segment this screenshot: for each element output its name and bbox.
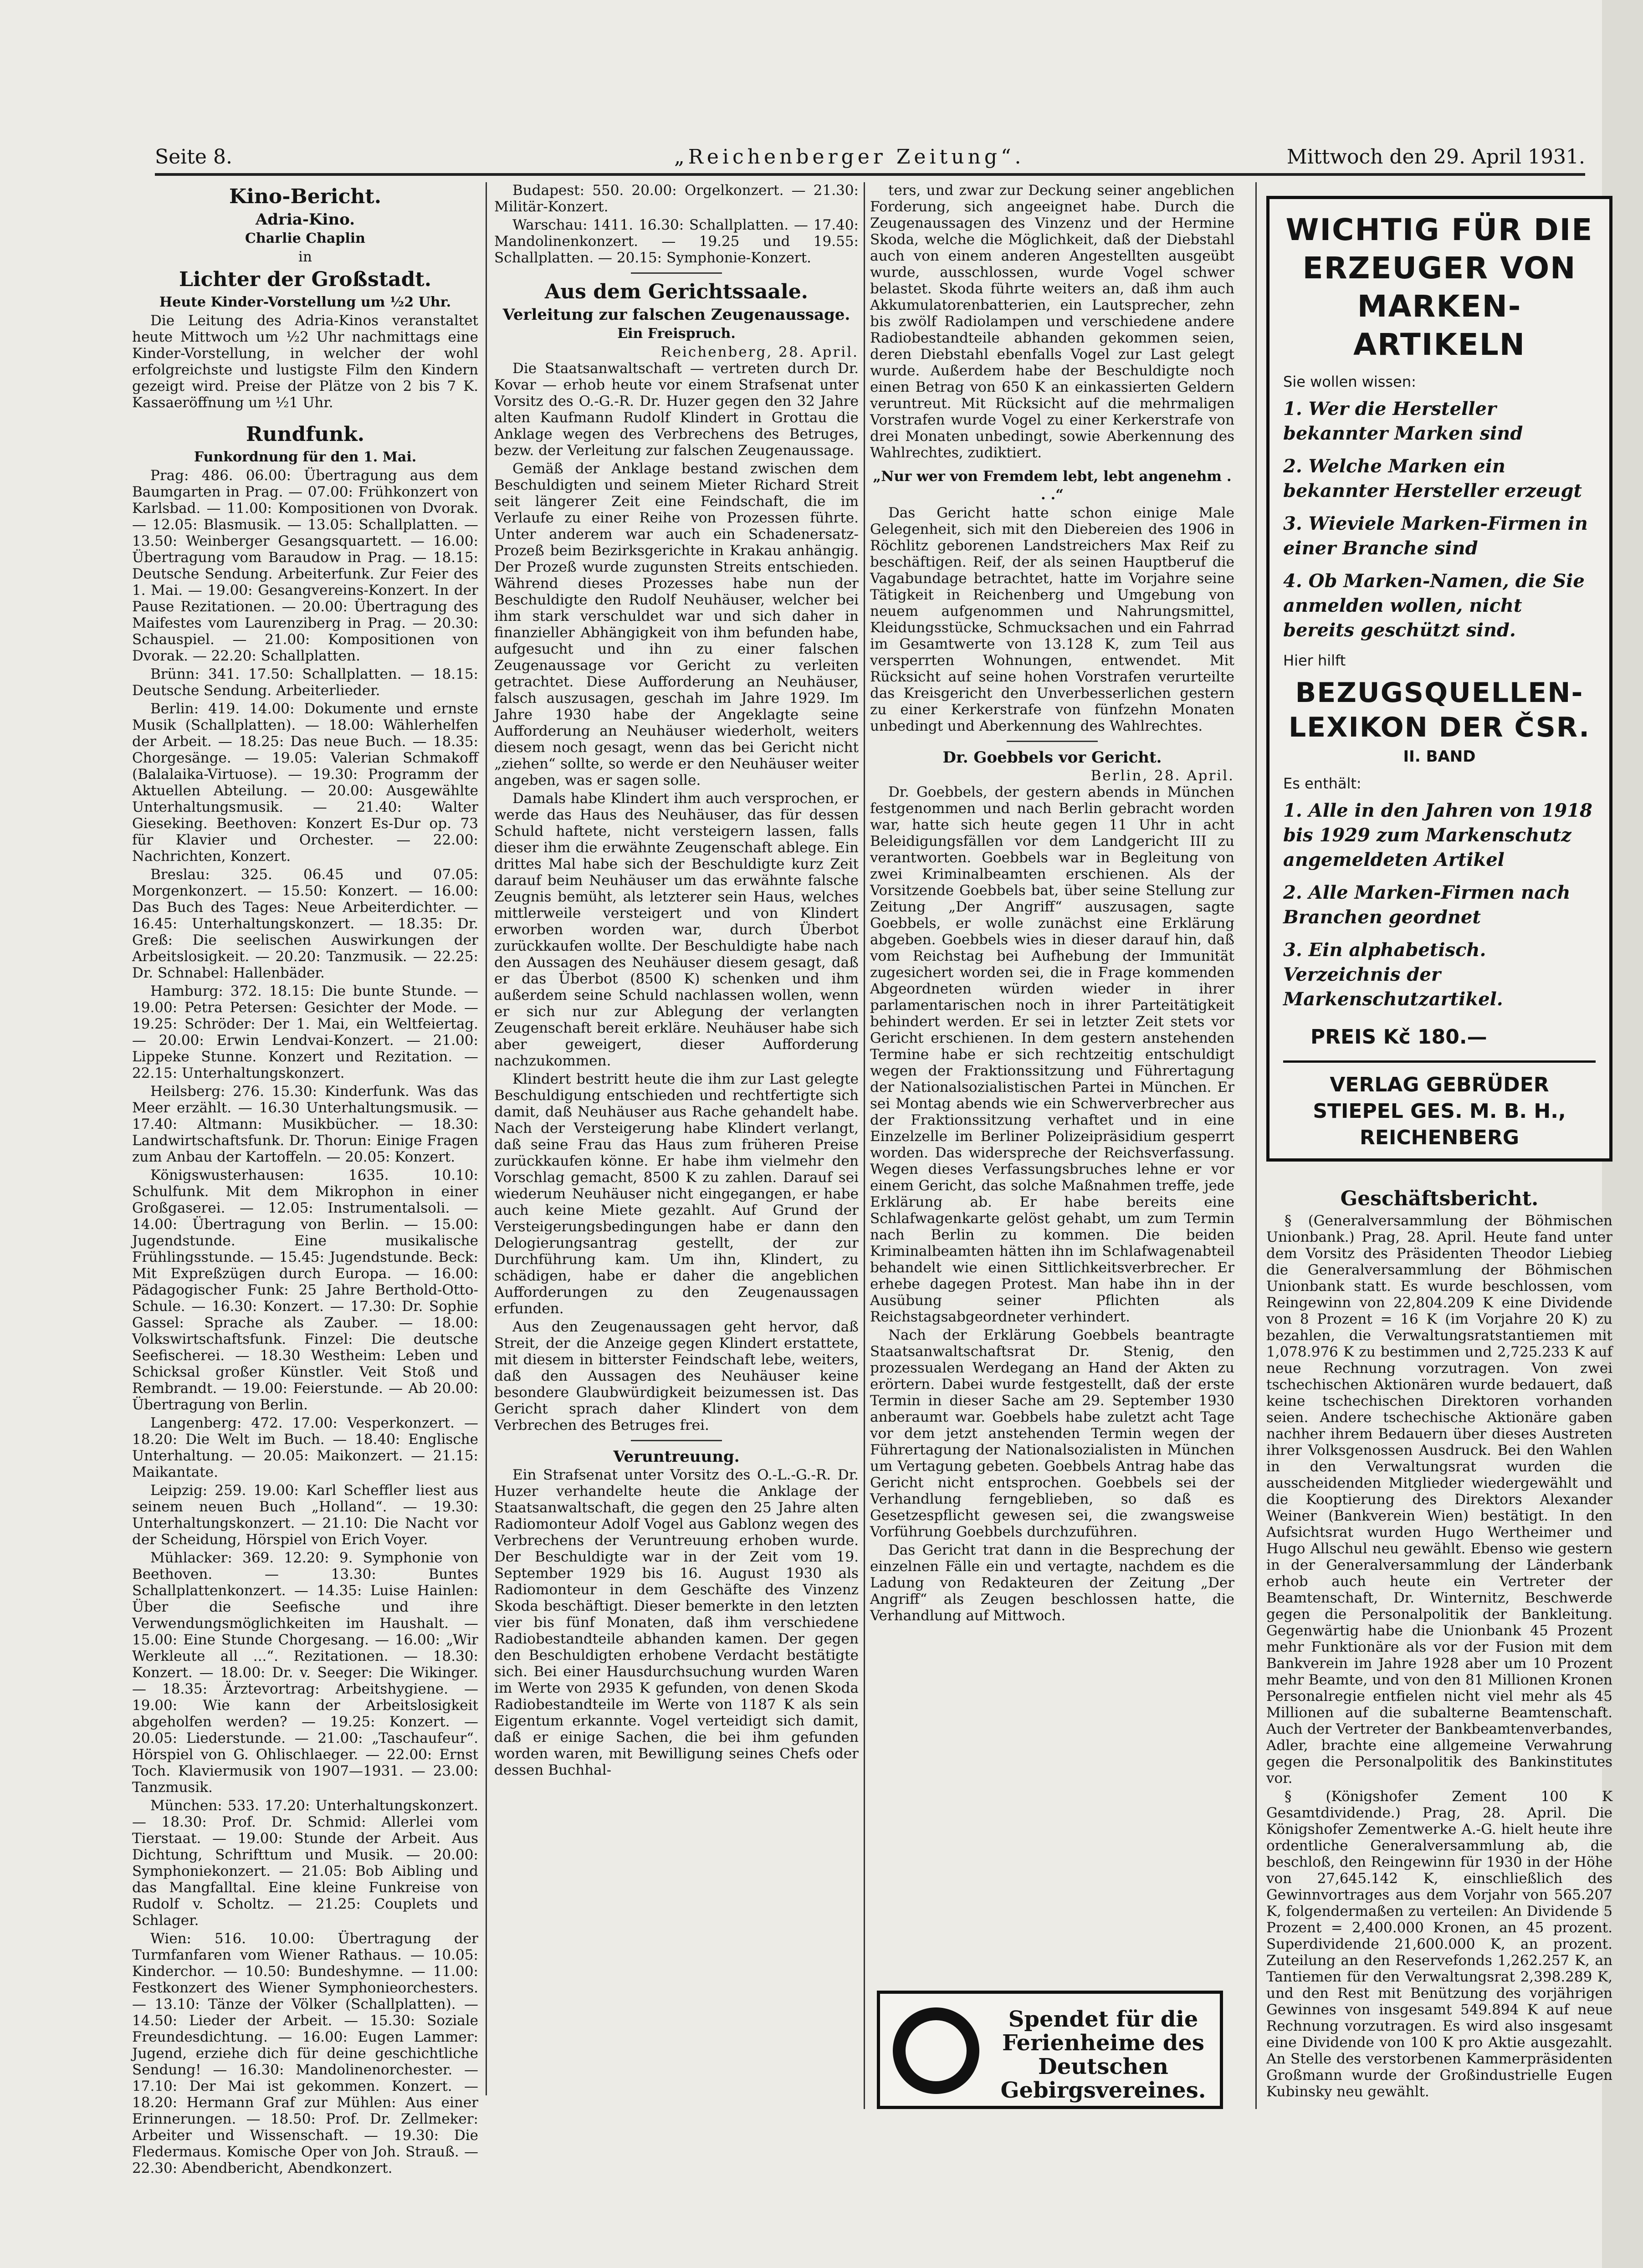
funk-breslau: Breslau: 325. 06.45 und 07.05: Morgenkonzert. — 15.50: Konzert. — 16.00: Das Buch des Tages: Neue Arbeiterdichter. — 16.45: Unterhaltungskonzert. — 18.35: Dr. Greß: Die seelischen Auswirkungen der Arbeitslosigkeit. — 20.20: Tanzmusik. — 22.25: Dr. Schnabel: Hallenbäder. <box>132 866 478 981</box>
court-subtitle-2: Ein Freispruch. <box>617 326 736 342</box>
ad-question: 4. Ob Marken-Namen, die Sie anmelden wollen, nicht bereits geschützt sind. <box>1283 570 1585 641</box>
court-paragraph: Damals habe Klindert ihm auch versprochen, er werde das Haus des Neuhäuser, das für dessen Schuld haftete, nicht versteigern lassen, falls dieser ihm die erwähnte Zeugenschaft ablege. Ein drittes Mal habe sich der Beschuldigte kurz Zeit darauf beim Neuhäuser um das erwähnte falsche Zeugnis bemüht, als letzterer sein Haus, welches mittlerweile versteigert und von Klindert erworben worden war, durch Überbot zurückkaufen wollte. Der Beschuldigte habe nach den Aussagen des Neuhäuser diesem gesagt, daß er das Überbot (8500 K) schenken und ihm außerdem seine Schuld nachlassen wollen, wenn er sich nur zur Ablegung der verlangten Zeugenschaft bereit erkläre. Neuhäuser habe sich aber geweigert, dieser Aufforderung nachzukommen. <box>494 790 859 1069</box>
funk-langenberg: Langenberg: 472. 17.00: Vesperkonzert. — 18.20: Die Welt im Buch. — 18.40: Englische Unterhaltung. — 20.05: Maikonzert. — 21.15: Maikantate. <box>132 1415 478 1480</box>
kino-in: in <box>298 249 312 265</box>
funk-prag: Prag: 486. 06.00: Übertragung aus dem Baumgarten in Prag. — 07.00: Frühkonzert von Karlsbad. — 11.00: Kompositionen von Dvorak. — 12.05: Blasmusik. — 13.05: Schallplatten. — 13.50: Weinberger Gesangsquartett. — 16.00: Übertragung vom Baraudow in Prag. — 18.15: Deutsche Sendung. Arbeiterfunk. Zur Feier des 1. Mai. — 19.00: Gesangvereins-Konzert. In der Pause Rezitationen. — 20.00: Übertragung des Maifestes vom Laurenziberg in Prag. — 20.30: Schauspiel. — 21.00: Kompositionen von Dvorak. — 22.20: Schallplatten. <box>132 467 478 664</box>
funk-muehlacker: Mühlacker: 369. 12.20: 9. Symphonie von Beethoven. — 13.30: Buntes Schallplattenkonzert. — 14.35: Luise Hainlen: Über die Seefische und ihre Verwendungsmöglichkeiten im Haushalt. — 15.00: Eine Stunde Chorgesang. — 16.00: „Wir Werkleute all ...“. Rezitationen. — 18.30: Konzert. — 18.00: Dr. v. Seeger: Die Wikinger. — 18.35: Ärztevortrag: Arbeitshygiene. — 19.00: Wie kann der Arbeitslosigkeit abgeholfen werden? — 19.25: Konzert. — 20.05: Liederstunde. — 21.00: „Taschaufeur“. Hörspiel von G. Ohlischlaeger. — 22.00: Ernst Toch. Klaviermusik von 1907—1931. — 23.00: Tanzmusik. <box>132 1550 478 1796</box>
column-1 <box>132 182 478 2176</box>
reif-paragraph: Das Gericht hatte schon einige Male Gelegenheit, sich mit den Diebereien des 1906 in Röchlitz geborenen Landstreichers Max Reif zu beschäftigen. Reif, der als seinen Hauptberuf die Vagabundage betrachtet, hatte im Vorjahre seine Tätigkeit in Reichenberg und Umgebung von neuem aufgenommen und Nahrungsmittel, Kleidungsstücke, Schmucksachen und ein Fahrrad im Gesamtwerte von 13.128 K, zum Teil aus versperrten Wohnungen, entwendet. Mit Rücksicht auf seine hohen Vorstrafen verurteilte das Kreisgericht den Unverbesserlichen gestern zu einer Kerkerstrafe von fünfzehn Monaten unbedingt und Aberkennung des Wahlrechtes. <box>870 505 1234 734</box>
ad-content-item: 2. Alle Marken-Firmen nach Branchen geordnet <box>1283 882 1571 928</box>
kino-film-title: Lichter der Großstadt. <box>179 268 432 291</box>
funk-bruenn: Brünn: 341. 17.50: Schallplatten. — 18.15: Deutsche Sendung. Arbeiterlieder. <box>132 666 478 699</box>
ad-wissen-label: Sie wollen wissen: <box>1283 373 1416 390</box>
page-number: Seite 8. <box>155 145 232 169</box>
business-title: Geschäftsbericht. <box>1340 1187 1539 1210</box>
ad-headline: WICHTIG FÜR DIE ERZEUGER VON MARKEN-ARTIKELN <box>1285 212 1593 362</box>
funk-muenchen: München: 533. 17.20: Unterhaltungskonzert. — 18.30: Prof. Dr. Schmid: Allerlei vom Tierstaat. — 19.00: Stunde der Arbeit. Aus Dichtung, Schrifttum und Musik. — 20.00: Symphoniekonzert. — 21.05: Bob Aibling und das Mangfalltal. Eine kleine Funkreise von Rudolf v. Scholtz. — 21.25: Couplets und Schlager. <box>132 1797 478 1929</box>
kino-subhead: Heute Kinder-Vorstellung um ½2 Uhr. <box>159 294 451 310</box>
funk-heilsberg: Heilsberg: 276. 15.30: Kinderfunk. Was das Meer erzählt. — 16.30 Unterhaltungsmusik. — 17.40: Altmann: Musikbücher. — 18.30: Landwirtschaftsfunk. Dr. Thorun: Einige Fragen zum Anbau der Kartoffeln. — 20.05: Konzert. <box>132 1083 478 1165</box>
court-paragraph: Gemäß der Anklage bestand zwischen dem Beschuldigten und seinem Mieter Richard Streit seit längerer Zeit eine Feindschaft, die im Verlaufe zu einer Reihe von Prozessen führte. Unter anderem war auch ein Schadenersatz-Prozeß beim Bezirksgerichte in Krakau anhängig. Der Prozeß wurde zugunsten Streits entschieden. Während dieses Prozesses habe nun der Beschuldigte den Rudolf Neuhäuser, welcher bei ihm stark verschuldet war und sich daher in finanzieller Abhängigkeit von ihm befunden habe, aufgesucht und ihn zu einer falschen Zeugenaussage vor Gericht zu verleiten getrachtet. Diese Aufforderung an Neuhäuser, falsch auszusagen, geschah im Jahre 1929. Im Jahre 1930 habe der Angeklagte seine Aufforderung an Neuhäuser wiederholt, weiters diesem noch gesagt, wenn das bei Gericht nicht „ziehen“ sollte, so werde er den Neuhäuser weiter angeben, was er sagen solle. <box>494 461 859 788</box>
funk-wien: Wien: 516. 10.00: Übertragung der Turmfanfaren vom Wiener Rathaus. — 10.05: Kinderchor. — 10.50: Bundeshymne. — 11.00: Festkonzert des Wiener Symphonieorchesters. — 13.10: Tänze der Völker (Schallplatten). — 14.50: Lieder der Arbeit. — 15.30: Soziale Freundesdichtung. — 16.00: Eugen Lammer: Jugend, erziehe dich für deine geschichtliche Sendung! — 16.30: Mandolinenorchester. — 17.10: Der Mai ist gekommen. Konzert. — 18.20: Hermann Graf zur Mühlen: Aus einer Erinnerungen. — 18.50: Prof. Dr. Zellmeker: Arbeiter und Wissenschaft. — 19.30: Die Fledermaus. Komische Oper von Joh. Strauß. — 22.30: Abendbericht, Abendkonzert. <box>132 1930 478 2176</box>
business-paragraph: § (Königshofer Zement 100 K Gesamtdividende.) Prag, 28. April. Die Königshofer Zementwerke A.-G. hielt heute ihre ordentliche Generalversammlung ab, die beschloß, den Reingewinn für 1930 in der Höhe von 27,645.142 K, einschließlich des Gewinnvortrages aus dem Vorjahr von 565.207 K, folgendermaßen zu verteilen: An Dividende 5 Prozent = 2,400.000 Kronen, an 45 prozent. Superdividende 21,600.000 K, an prozent. Zuteilung an den Reservefonds 1,262.257 K, an Tantiemen für den Verwaltungsrat 2,398.289 K, und den Rest mit Benützung des vorjährigen Gewinnes von insgesamt 549.894 K auf neue Rechnung vorzutragen. Es wird also insgesamt eine Dividende von 100 K pro Aktie ausgezahlt. An Stelle des verstorbenen Kammerpräsidenten Großmann wurde der Großindustrielle Eugen Kubinsky neu gewählt. <box>1266 1788 1612 2100</box>
column-3 <box>870 182 1234 2004</box>
court-subtitle: Verleitung zur falschen Zeugenaussage. <box>502 306 850 324</box>
rundfunk-title: Rundfunk. <box>246 423 365 446</box>
veruntreuung-paragraph: Ein Strafsenat unter Vorsitz des O.-L.-G.-R. Dr. Huzer verhandelte heute die Anklage der Staatsanwaltschaft, die gegen den 25 Jahre alten Radiomonteur Adolf Vogel aus Gablonz wegen des Verbrechens der Veruntreuung erhoben wurde. Der Beschuldigte war in der Zeit vom 19. September 1929 bis 16. August 1930 als Radiomonteur in dem Geschäfte des Vinzenz Skoda beschäftigt. Dieser bemerkte in den letzten vier bis fünf Monaten, daß ihm verschiedene Radiobestandteile abhanden kamen. Der gegen den Beschuldigten erhobene Verdacht bestätigte sich. Bei einer Hausdurchsuchung wurden Waren im Werte von 2935 K gefunden, von denen Skoda Radiobestandteile im Werte von 1187 K als sein Eigentum erkannte. Vogel verteidigt sich damit, daß er einige Sachen, die bei ihm gefunden worden waren, mit Bewilligung seines Chefs oder dessen Buchhal- <box>494 1467 859 1778</box>
stamp-text: Spendet für die Ferienheime des Deutschen Gebirgsvereines. <box>1000 2007 1206 2103</box>
issue-date: Mittwoch den 29. April 1931. <box>1286 145 1585 169</box>
goebbels-dateline: Berlin, 28. April. <box>1090 768 1234 784</box>
court-paragraph: Die Staatsanwaltschaft — vertreten durch Dr. Kovar — erhob heute vor einem Strafsenat unter Vorsitz des O.-G.-R. Dr. Huzer gegen den 32 Jahre alten Kaufmann Rudolf Klindert in Grottau die Anklage wegen des Verbrechens des Betruges, bezw. der Verleitung zur falschen Zeugenaussage. <box>494 360 859 459</box>
newspaper-name: „Reichenberger Zeitung“. <box>674 145 1025 169</box>
court-paragraph: Aus den Zeugenaussagen geht hervor, daß Streit, der die Anzeige gegen Klindert erstattete, mit diesem in bitterster Feindschaft lebe, weiters, daß den Aussagen des Neuhäuser keine besondere Glaubwürdigkeit beizumessen ist. Das Gericht sprach daher Klindert von dem Verbrechen des Betruges frei. <box>494 1319 859 1433</box>
funk-koenigswusterhausen: Königswusterhausen: 1635. 10.10: Schulfunk. Mit dem Mikrophon in einer Großgaserei. — 12.05: Instrumentalsoli. — 14.00: Übertragung von Berlin. — 15.00: Jugendstunde. Eine musikalische Frühlingsstunde. — 15.45: Jugendstunde. Beck: Mit Expreßzügen durch Europa. — 16.00: Pädagogischer Funk: 25 Jahre Berthold-Otto-Schule. — 16.30: Konzert. — 17.30: Dr. Sophie Gassel: Sprache als Zauber. — 18.00: Volkswirtschaftsfunk. Finzel: Die deutsche Seefischerei. — 18.30 Westheim: Leben und Schicksal großer Künstler. Veit Stoß und Rembrandt. — 19.00: Feierstunde. — Ab 20.00: Übertragung von Berlin. <box>132 1167 478 1413</box>
veruntreuung-title: Veruntreuung. <box>613 1448 740 1466</box>
funk-berlin: Berlin: 419. 14.00: Dokumente und ernste Musik (Schallplatten). — 18.00: Wählerhelfen der Arbeit. — 18.25: Das neue Buch. — 18.35: Chorgesänge. — 19.05: Valerian Schmakoff (Balalaika-Virtuose). — 19.30: Programm der Aktuellen Abteilung. — 20.00: Ausgewählte Unterhaltungsmusik. — 21.40: Walter Gieseking. Beethoven: Konzert Es-Dur op. 73 für Klavier und Orchester. — 22.00: Nachrichten, Konzert. <box>132 701 478 865</box>
page-header <box>155 137 1585 176</box>
ad-hilft-label: Hier hilft <box>1283 652 1346 669</box>
ad-question: 2. Welche Marken ein bekannter Hersteller erzeugt <box>1283 456 1582 502</box>
goebbels-paragraph: Nach der Erklärung Goebbels beantragte Staatsanwaltschaftsrat Dr. Stenig, den prozessualen Werdegang an Hand der Akten zu erörtern. Dabei wurde festgestellt, daß der erste Termin in dieser Sache am 29. September 1930 anberaumt war. Goebbels habe zuletzt acht Tage vor dem jetzt anstehenden Termin wegen der Führertagung der Nationalsozialisten in München um Vertagung gebeten. Goebbels Antrag habe das Gericht nicht entsprochen. Goebbels sei der Verhandlung ferngeblieben, so daß es Gesetzespflicht gewesen sei, die zwangsweise Vorführung Goebbels durchzuführen. <box>870 1327 1234 1540</box>
court-title: Aus dem Gerichtssaale. <box>544 280 808 303</box>
rundfunk-sub: Funkordnung für den 1. Mai. <box>194 449 417 465</box>
court-dateline: Reichenberg, 28. April. <box>660 344 859 360</box>
kino-title: Kino-Bericht. <box>229 185 382 208</box>
business-report <box>1266 1184 1612 2102</box>
goebbels-paragraph: Das Gericht trat dann in die Besprechung der einzelnen Fälle ein und vertagte, nachdem es die Ladung von Redakteuren der Zeitung „Der Angriff“ als Zeugen beschlossen hatte, die Verhandlung auf Mittwoch. <box>870 1542 1234 1624</box>
ad-content-item: 3. Ein alphabetisch. Verzeichnis der Markenschutzartikel. <box>1283 939 1503 1010</box>
kino-text: Die Leitung des Adria-Kinos veranstaltet heute Mittwoch um ½2 Uhr nachmittags eine Kinder-Vorstellung, in welcher der wohl erfolgreichste und lustigste Film den Kindern gezeigt wird. Preise der Plätze von 2 bis 7 K. Kassaeröffnung um ½1 Uhr. <box>132 312 478 411</box>
reif-title: „Nur wer von Fremdem lebt, lebt angenehm . . .“ <box>873 468 1232 503</box>
funk-budapest: Budapest: 550. 20.00: Orgelkonzert. — 21.30: Militär-Konzert. <box>494 182 859 215</box>
column-rule-2 <box>864 182 865 2109</box>
column-2 <box>494 182 859 2109</box>
section-divider <box>1007 741 1098 742</box>
ad-band: II. BAND <box>1403 747 1476 766</box>
goebbels-paragraph: Dr. Goebbels, der gestern abends in München festgenommen und nach Berlin gebracht worden war, hatte sich heute gegen 11 Uhr in acht Beleidigungsfällen vor dem Landgericht III zu verantworten. Goebbels war in Begleitung von zwei Kriminalbeamten erschienen. Als der Vorsitzende Goebbels bat, über seine Stellung zur Zeitung „Der Angriff“ auszusagen, sagte Goebbels, er wolle zunächst eine Erklärung abgeben. Goebbels wies in dieser darauf hin, daß vom Reichstag bei Aufhebung der Immunität zugesichert worden sei, die in Frage kommenden Abgeordneten würden wieder in ihrer parlamentarischen noch in ihrer Parteitätigkeit behindert werden. Er sei in letzter Zeit stets vor Gericht erschienen. In dem gestern anstehenden Termine habe er sich rechtzeitig entschuldigt wegen der Fraktionssitzung und Führertagung der Nationalsozialistischen Partei in München. Er sei Montag abends wie ein Schwerverbrecher aus der Fraktionssitzung verhaftet und in eine Einzelzelle im Berliner Polizeipräsidium gesperrt worden. Das widerspreche der Reichsverfassung. Wegen dieses Verfassungsbruches lehne er vor einem Gericht, das solche Maßnahmen treffe, jede Erklärung ab. Er habe bereits eine Schlafwagenkarte gelöst gehabt, um zum Termin nach Berlin zu kommen. Die beiden Kriminalbeamten hätten ihn im Schlafwagenabteil behandelt wie einen Sittlichkeitsverbrecher. Er erhebe dagegen Protest. Man habe ihn in der Ausübung seiner Pflichten als Reichstagsabgeordneter verhindert. <box>870 784 1234 1325</box>
gebirgsverein-seal-icon <box>893 2007 979 2094</box>
veruntreuung-continuation: ters, und zwar zur Deckung seiner angeblichen Forderung, sich angeeignet habe. Durch die Zeugenaussagen des Vinzenz und der Hermine Skoda, welche die Möglichkeit, daß der Diebstahl auch von einem anderen Angestellten ausgeübt wurde, ausschlossen, wurde Vogel schwer belastet. Skoda führte weiters an, daß ihm auch Akkumulatorenbatterien, ein Lautsprecher, zehn bis zwölf Radiolampen und verschiedene andere Radiobestandteile abhanden gekommen seien, deren Diebstahl ebenfalls Vogel zur Last gelegt wurde. Außerdem habe der Beschuldigte noch einen Betrag von 650 K an einkassierten Geldern veruntreut. Mit Rücksicht auf die mehrmaligen Vorstrafen wurde Vogel zu einer Kerkerstrafe von drei Monaten unbedingt, sowie Aberkennung des Wahlrechtes, zudiktiert. <box>870 182 1234 461</box>
ad-enthaelt-label: Es enthält: <box>1283 775 1361 792</box>
kino-cinema: Adria-Kino. <box>255 210 355 229</box>
column-rule-1 <box>486 182 487 2095</box>
section-divider <box>631 272 722 274</box>
court-paragraph: Klindert bestritt heute die ihm zur Last gelegte Beschuldigung entschieden und rechtfertigte sich damit, daß Neuhäuser aus Rache gehandelt habe. Nach der Versteigerung habe Klindert verlangt, daß seine Frau das Haus zum früheren Preise zurückkaufen könne. Er habe ihm vielmehr den Vorschlag gemacht, 8500 K zu zahlen. Darauf sei wiederum Neuhäuser nicht eingegangen, er habe auch keine Miete gezahlt. Auf Grund der Versteigerungsbedingungen habe er dann den Delogierungsantrag gestellt, der zur Durchführung kam. Um ihn, Klindert, zu schädigen, habe er daher die angeblichen Aufforderungen zu den Zeugenaussagen erfunden. <box>494 1071 859 1317</box>
ad-question: 3. Wieviele Marken-Firmen in einer Branche sind <box>1283 513 1588 559</box>
funk-hamburg: Hamburg: 372. 18.15: Die bunte Stunde. — 19.00: Petra Petersen: Gesichter der Mode. — 19.25: Schröder: Der 1. Mai, ein Weltfeiertag. — 20.00: Erwin Lendvai-Konzert. — 21.00: Lippeke Stunne. Konzert und Rezitation. — 22.15: Unterhaltungskonzert. <box>132 983 478 1081</box>
kino-film-star: Charlie Chaplin <box>245 230 365 246</box>
ad-price: PREIS Kč 180.— <box>1310 1025 1487 1049</box>
lexikon-advertisement <box>1266 196 1612 1162</box>
donation-stamp <box>877 1991 1223 2109</box>
business-paragraph: § (Generalversammlung der Böhmischen Unionbank.) Prag, 28. April. Heute fand unter dem Vorsitz des Präsidenten Theodor Liebieg die Generalversammlung der Böhmischen Unionbank statt. Es wurde beschlossen, vom Reingewinn von 22,804.209 K eine Dividende von 8 Prozent = 16 K (im Vorjahre 20 K) zu bezahlen, die Verwaltungsratstantiemen mit 1,078.976 K zu bestimmen und 2,725.233 K auf neue Rechnung vorzutragen. Von zwei tschechischen Aktionären wurde bedauert, daß keine tschechischen Direktoren vorhanden seien. Andere tschechische Aktionäre gaben nachher ihrem Bedauern über dieses Austreten ihrer Volksgenossen Ausdruck. Bei den Wahlen in den Verwaltungsrat wurden die ausscheidenden Mitglieder wiedergewählt und die Kooptierung des Direktors Alexander Weiner (Bankverein Wien) bestätigt. In den Aufsichtsrat wurden Hugo Wertheimer und Hugo Allschul neu gewählt. Ebenso wie gestern in der Generalversammlung der Länderbank erhob auch heute ein Vertreter der Beamtenschaft, Dr. Winternitz, Beschwerde gegen die Personalpolitik der Bankleitung. Gegenwärtig habe die Unionbank 45 Prozent mehr Funktionäre als vor der Fusion mit dem Bankverein im Jahre 1928 aber um 10 Prozent mehr Beamte, und von den 81 Millionen Kronen Personalregie entfielen nicht viel mehr als 45 Millionen auf die subalterne Beamtenschaft. Auch der Vertreter der Bankbeamtenverbandes, Adler, brachte eine allgemeine Verwahrung gegen die Personalpolitik des Bankinstitutes vor. <box>1266 1213 1612 1787</box>
funk-warschau: Warschau: 1411. 16.30: Schallplatten. — 17.40: Mandolinenkonzert. — 19.25 und 19.55: Schallplatten. — 20.15: Symphonie-Konzert. <box>494 217 859 266</box>
ad-product: BEZUGSQUELLEN-LEXIKON DER ČSR. <box>1288 677 1591 743</box>
column-rule-3 <box>1255 182 1257 2109</box>
ad-question: 1. Wer die Hersteller bekannter Marken sind <box>1283 398 1523 444</box>
ad-publisher: VERLAG GEBRÜDER STIEPEL GES. M. B. H., REICHENBERG <box>1283 1060 1596 1151</box>
ad-content-item: 1. Alle in den Jahren von 1918 bis 1929 zum Markenschutz angemeldeten Artikel <box>1283 800 1592 870</box>
funk-leipzig: Leipzig: 259. 19.00: Karl Scheffler liest aus seinem neuen Buch „Holland“. — 19.30: Unterhaltungskonzert. — 21.10: Die Nacht vor der Scheidung, Hörspiel von Erich Voyer. <box>132 1482 478 1548</box>
section-divider <box>631 1440 722 1441</box>
goebbels-title: Dr. Goebbels vor Gericht. <box>942 748 1162 767</box>
